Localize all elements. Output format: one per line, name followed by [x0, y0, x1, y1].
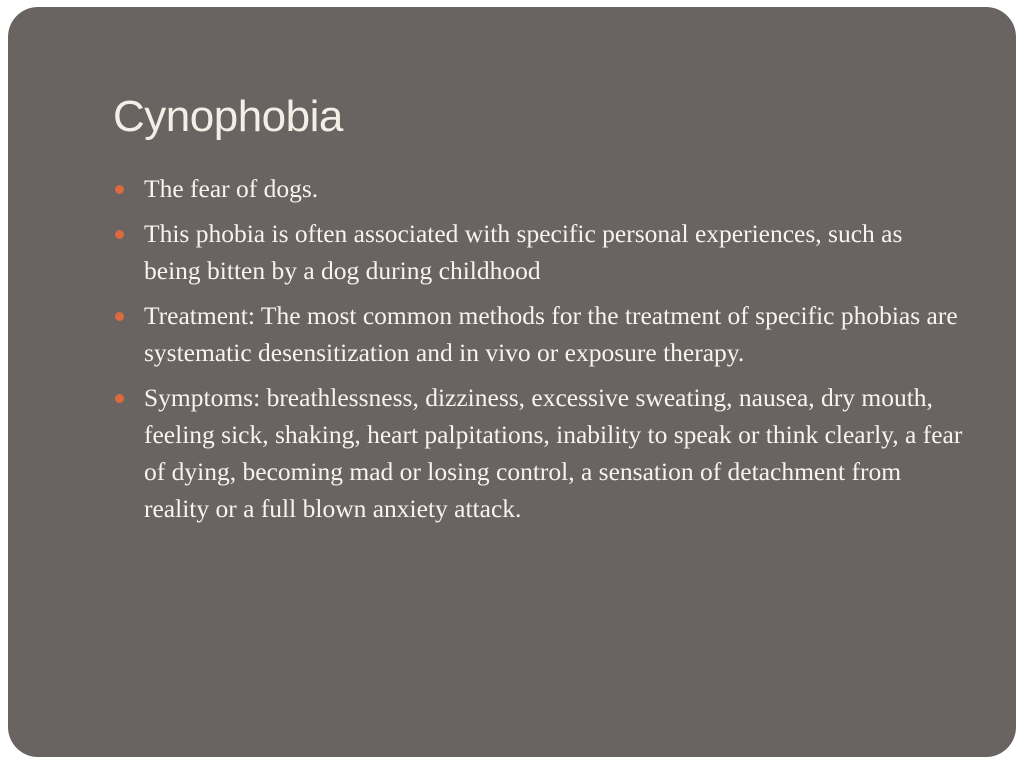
bullet-item-symptoms — [113, 379, 963, 527]
bullet-text: Symptoms: breathlessness, dizziness, excessive sweating, nausea, dry mouth, feeling sick, shaking, heart palpitations, inability to speak or think clearly, a fear of dying, becoming mad or losing control, a sensation of detachment from reality or a full blown anxiety attack. — [144, 383, 963, 523]
bullet-dot-icon — [115, 230, 124, 239]
bullet-item-treatment — [113, 297, 963, 371]
bullet-item-definition — [113, 170, 963, 207]
slide-panel — [8, 7, 1016, 757]
bullet-list — [113, 170, 963, 535]
bullet-text: The fear of dogs. — [144, 174, 319, 203]
bullet-item-association — [113, 215, 963, 289]
bullet-dot-icon — [115, 312, 124, 321]
bullet-text: Treatment: The most common methods for the treatment of specific phobias are systematic desensitization and in vivo or exposure therapy. — [144, 301, 958, 367]
bullet-dot-icon — [115, 394, 124, 403]
bullet-text: This phobia is often associated with specific personal experiences, such as being bitten by a dog during childhood — [144, 219, 903, 285]
bullet-dot-icon — [115, 185, 124, 194]
slide-title: Cynophobia — [113, 92, 343, 141]
